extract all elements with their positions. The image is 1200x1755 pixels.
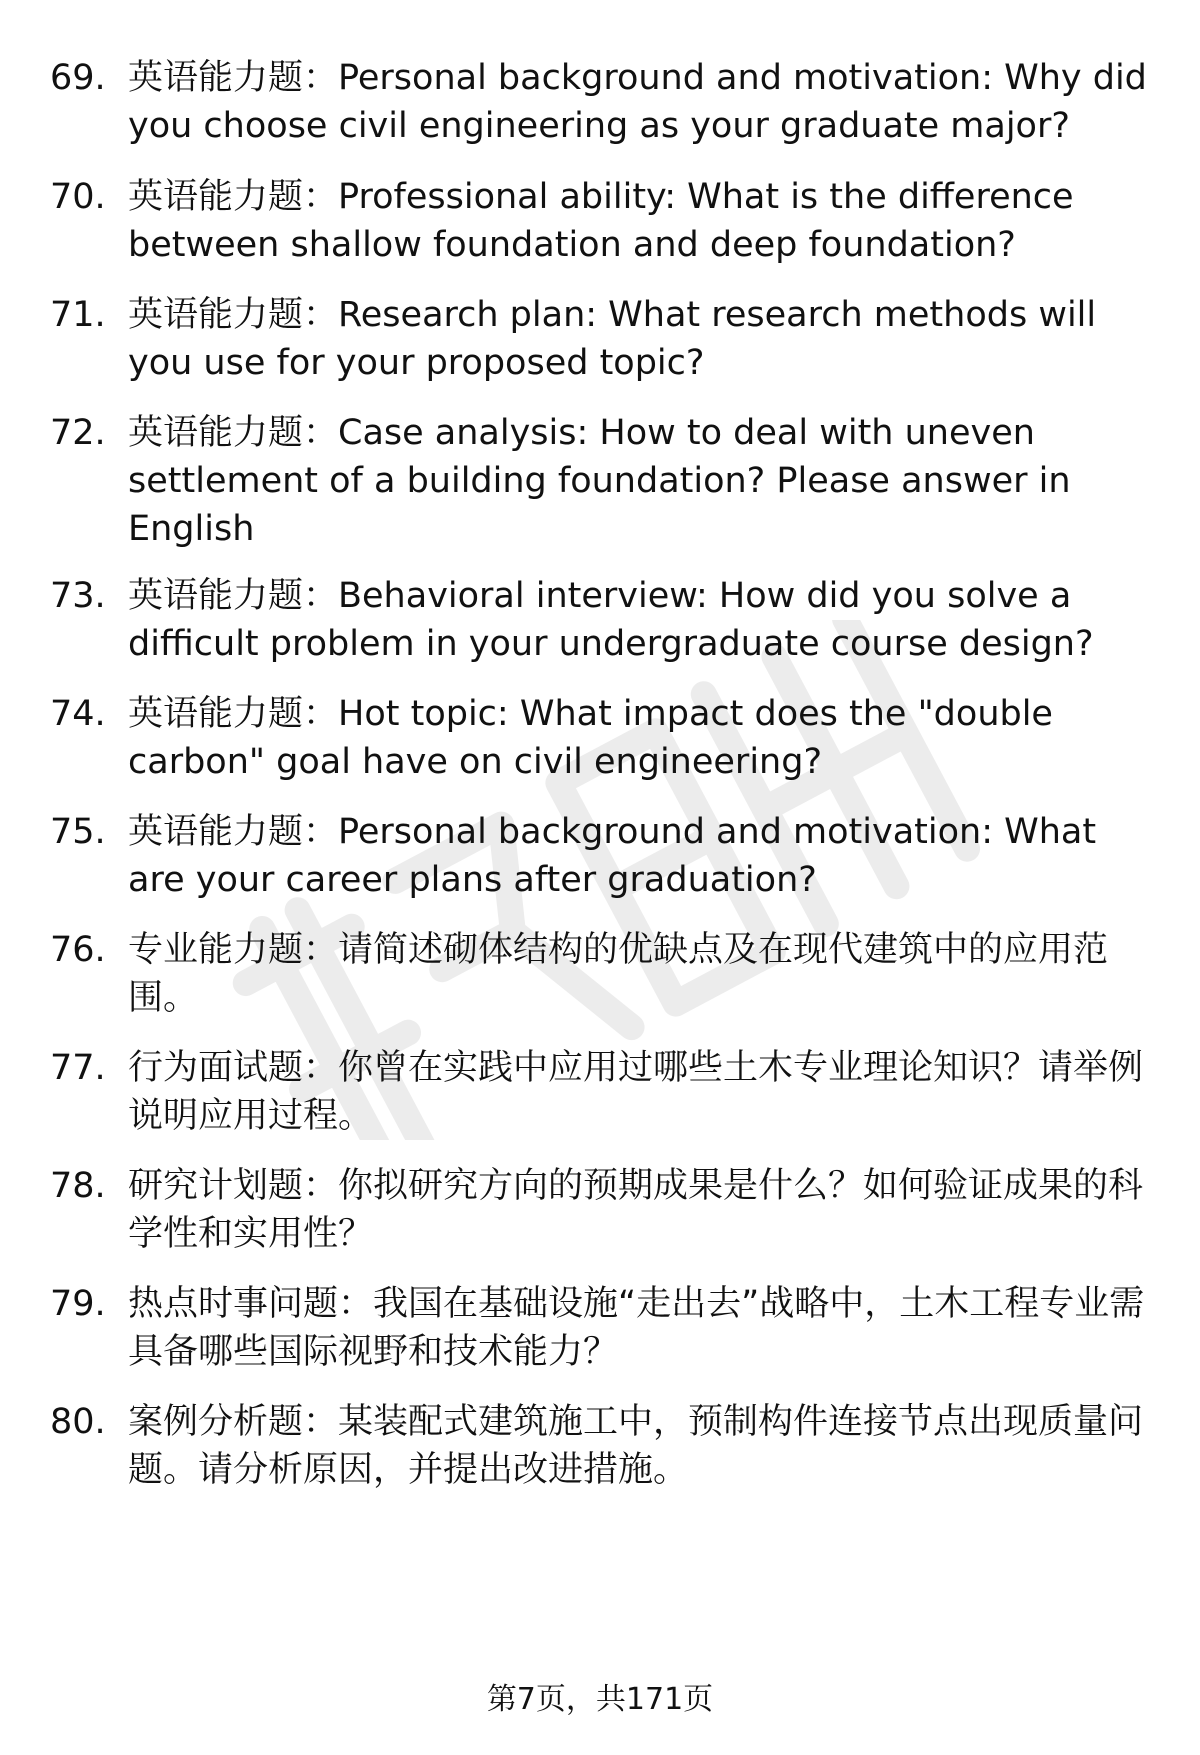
question-category: 英语能力题： [128, 177, 339, 217]
question-number: 74. [50, 694, 106, 734]
question-text: 你拟研究方向的预期成果是什么？如何验证成果的科学性和实用性？ [128, 1166, 1144, 1254]
question-number: 78. [50, 1166, 106, 1206]
question-text: Case analysis: How to deal with uneven settlement of a building foundation? Please answer in English [128, 413, 1071, 549]
question-category: 英语能力题： [128, 576, 339, 616]
question-number: 71. [50, 295, 106, 335]
question-number: 75. [50, 812, 106, 852]
page-indicator: 第7页，共171页 [486, 1682, 714, 1717]
question-text: Behavioral interview: How did you solve a difficult problem in your undergraduate course design? [128, 576, 1094, 664]
question-text: Personal background and motivation: Why did you choose civil engineering as your graduate major? [128, 58, 1147, 146]
question-text: 某装配式建筑施工中，预制构件连接节点出现质量问题。请分析原因，并提出改进措施。 [128, 1402, 1144, 1490]
question-number: 73. [50, 576, 106, 616]
question-category: 研究计划题： [128, 1166, 339, 1206]
question-text: Professional ability: What is the difference between shallow foundation and deep foundation? [128, 177, 1074, 265]
question-text: Personal background and motivation: What are your career plans after graduation? [128, 812, 1097, 900]
question-number: 76. [50, 930, 106, 970]
question-category: 英语能力题： [128, 812, 339, 852]
question-text: Hot topic: What impact does the "double carbon" goal have on civil engineering? [128, 694, 1053, 782]
question-category: 英语能力题： [128, 58, 339, 98]
question-number: 69. [50, 58, 106, 98]
question-category: 行为面试题： [128, 1048, 339, 1088]
question-text: 我国在基础设施“走出去”战略中，土木工程专业需具备哪些国际视野和技术能力？ [128, 1284, 1145, 1372]
question-number: 79. [50, 1284, 106, 1324]
question-text: 请简述砌体结构的优缺点及在现代建筑中的应用范围。 [128, 930, 1109, 1018]
question-number: 80. [50, 1402, 106, 1442]
question-category: 专业能力题： [128, 930, 339, 970]
question-category: 英语能力题： [128, 295, 339, 335]
question-category: 案例分析题： [128, 1402, 339, 1442]
question-number: 70. [50, 177, 106, 217]
question-number: 77. [50, 1048, 106, 1088]
question-text: Research plan: What research methods will you use for your proposed topic? [128, 295, 1097, 383]
question-category: 英语能力题： [128, 694, 339, 734]
question-number: 72. [50, 413, 106, 453]
question-category: 热点时事问题： [128, 1284, 374, 1324]
question-category: 英语能力题： [128, 413, 339, 453]
question-text: 你曾在实践中应用过哪些土木专业理论知识？请举例说明应用过程。 [128, 1048, 1144, 1136]
